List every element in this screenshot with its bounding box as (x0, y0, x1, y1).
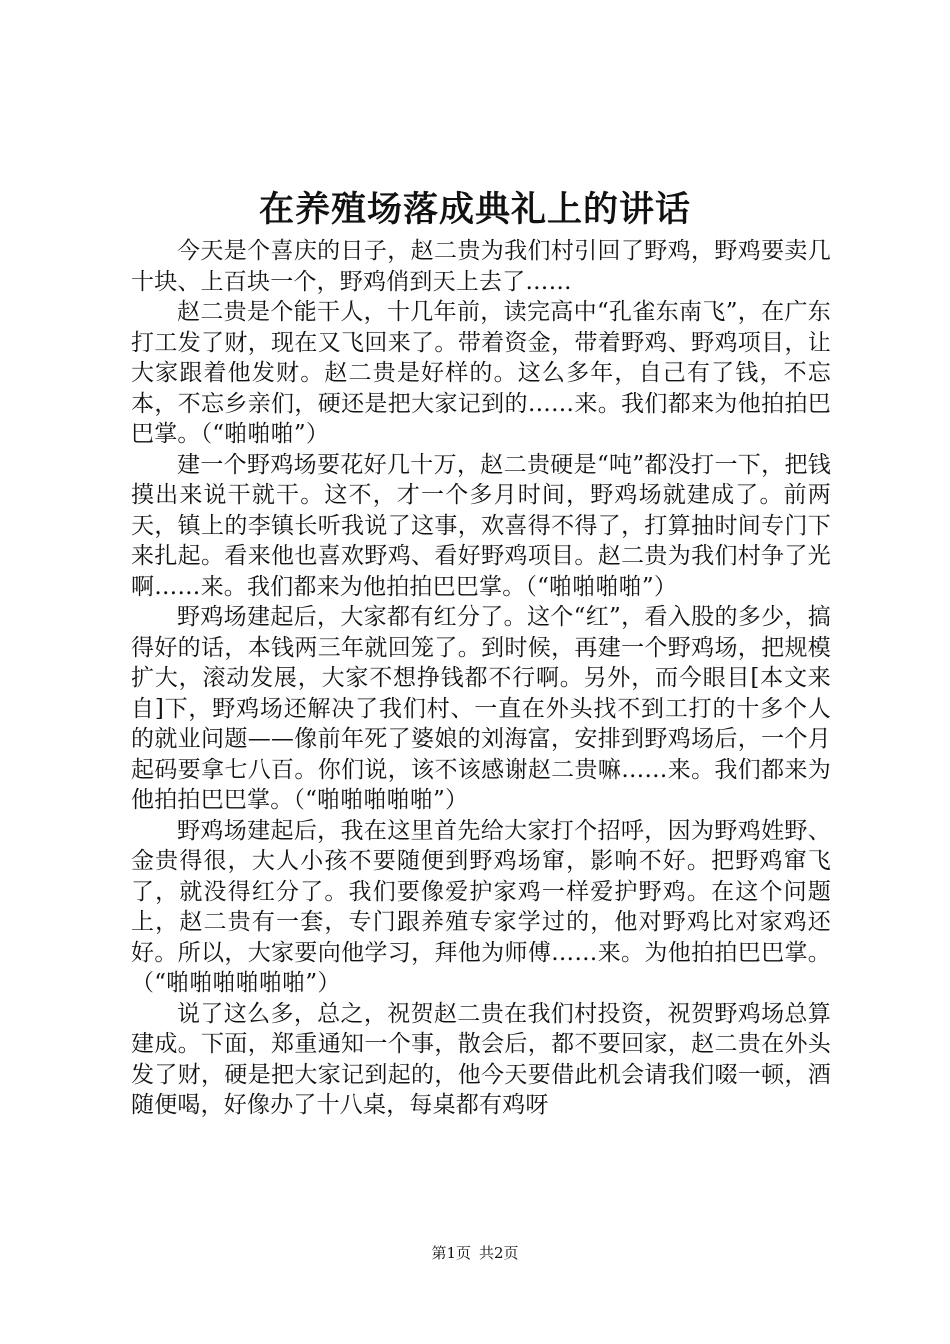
page-total: 共2页 (479, 1244, 519, 1262)
paragraph-3: 建一个野鸡场要花好几十万，赵二贵硬是“吨”都没打一下，把钱摸出来说干就干。这不，才一个多月时间，野鸡场就建成了。前两天，镇上的李镇长听我说了这事，欢喜得不得了，打算抽时间专门下来扎起。看来他也喜欢野鸡、看好野鸡项目。赵二贵为我们村争了光啊……来。我们都来为他拍拍巴巴掌。（“啪啪啪啪”） (131, 451, 831, 600)
paragraph-4: 野鸡场建起后，大家都有红分了。这个“红”，看入股的多少，搞得好的话，本钱两三年就回笼了。到时候，再建一个野鸡场，把规模扩大，滚动发展，大家不想挣钱都不行啊。另外，而今眼目[本文来自]下，野鸡场还解决了我们村、一直在外头找不到工打的十多个人的就业问题——像前年死了婆娘的刘海富，安排到野鸡场后，一个月起码要拿七八百。你们说，该不该感谢赵二贵嘛……来。我们都来为他拍拍巴巴掌。（“啪啪啪啪啪”） (131, 604, 831, 813)
paragraph-5: 野鸡场建起后，我在这里首先给大家打个招呼，因为野鸡姓野、金贵得很，大人小孩不要随便到野鸡场窜，影响不好。把野鸡窜飞了，就没得红分了。我们要像爱护家鸡一样爱护野鸡。在这个问题上，赵二贵有一套，专门跟养殖专家学过的，他对野鸡比对家鸡还好。所以，大家要向他学习，拜他为师傅……来。为他拍拍巴巴掌。（“啪啪啪啪啪啪”） (131, 817, 831, 996)
document-title: 在养殖场落成典礼上的讲话 (258, 189, 691, 230)
paragraph-2: 赵二贵是个能干人，十几年前，读完高中“孔雀东南飞”，在广东打工发了财，现在又飞回来了。带着资金，带着野鸡、野鸡项目，让大家跟着他发财。赵二贵是好样的。这么多年，自己有了钱，不忘本，不忘乡亲们，硬还是把大家记到的……来。我们都来为他拍拍巴巴掌。（“啪啪啪”） (131, 299, 831, 447)
document-body (131, 236, 831, 1121)
paragraph-6: 说了这么多，总之，祝贺赵二贵在我们村投资，祝贺野鸡场总算建成。下面，郑重通知一个事，散会后，都不要回家，赵二贵在外头发了财，硬是把大家记到起的，他今天要借此机会请我们啜一顿，酒随便喝，好像办了十八桌，每桌都有鸡呀 (131, 1000, 831, 1118)
page-footer (0, 1242, 950, 1264)
paragraph-1: 今天是个喜庆的日子，赵二贵为我们村引回了野鸡，野鸡要卖几十块、上百块一个，野鸡俏到天上去了…… (131, 238, 831, 295)
page-number: 第1页 (431, 1244, 471, 1262)
